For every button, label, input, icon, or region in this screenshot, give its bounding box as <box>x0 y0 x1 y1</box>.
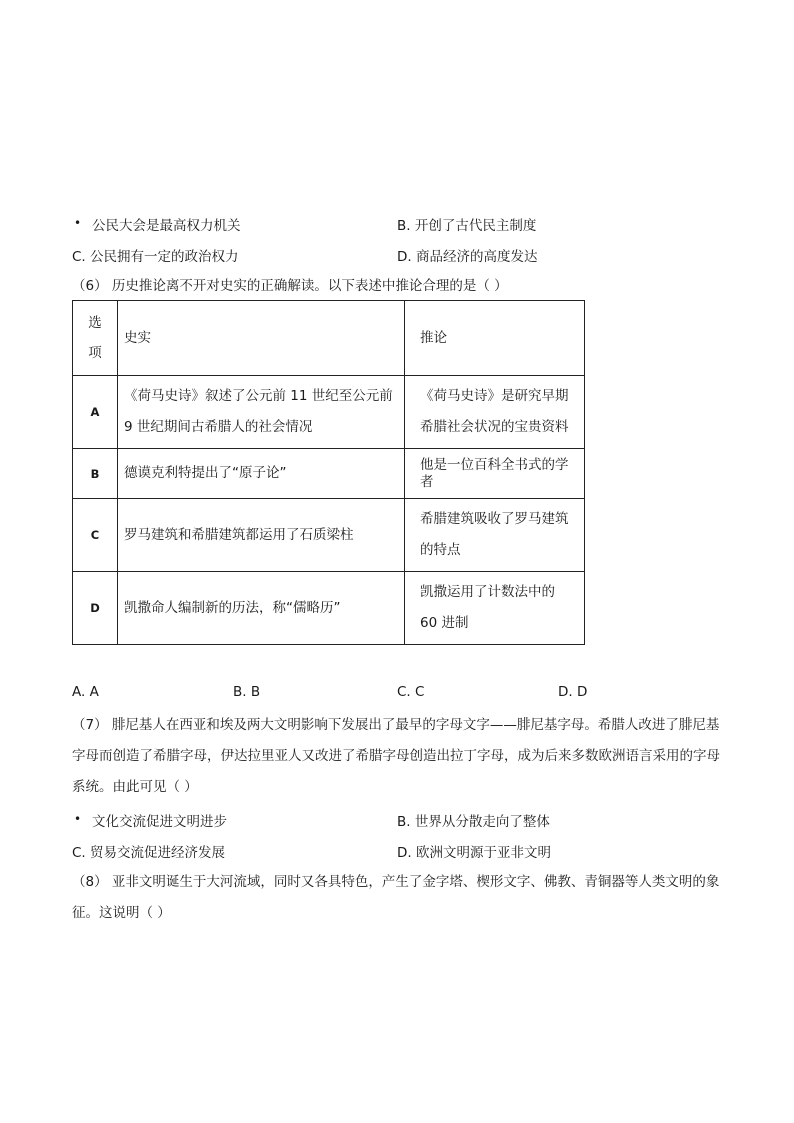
row-option: B <box>73 449 118 499</box>
q6-option-c[interactable]: C. C <box>397 684 425 700</box>
q8-stem: （8） 亚非文明诞生于大河流域，同时又各具特色，产生了金字塔、楔形文字、佛教、青铜器等人类文明的象征。这说明（ ） <box>72 874 720 921</box>
table-row <box>73 449 585 499</box>
history-table <box>72 300 585 645</box>
q5-option-c[interactable]: C. 公民拥有一定的政治权力 <box>72 249 239 265</box>
q6-stem: （6） 历史推论离不开对史实的正确解读。以下表述中推论合理的是（ ） <box>72 278 508 294</box>
q5-option-d[interactable]: D. 商品经济的高度发达 <box>397 249 538 265</box>
q6-option-a[interactable]: A. A <box>72 684 99 700</box>
row-option: C <box>73 499 118 572</box>
row-inference: 凯撒运用了计数法中的 60 进制 <box>405 572 585 645</box>
q5-option-b[interactable]: B. 开创了古代民主制度 <box>397 218 537 234</box>
q7-option-c[interactable]: C. 贸易交流促进经济发展 <box>72 845 226 861</box>
row-fact: 凯撒命人编制新的历法，称“儒略历” <box>118 572 405 645</box>
row-fact: 德谟克利特提出了“原子论” <box>118 449 405 499</box>
header-fact: 史实 <box>118 301 405 376</box>
table-row <box>73 376 585 449</box>
q6-option-d[interactable]: D. D <box>558 684 588 700</box>
row-option: A <box>73 376 118 449</box>
row-inference: 希腊建筑吸收了罗马建筑的特点 <box>405 499 585 572</box>
q7-option-b[interactable]: B. 世界从分散走向了整体 <box>397 814 550 830</box>
row-inference: 他是一位百科全书式的学者 <box>405 449 585 499</box>
table-row <box>73 499 585 572</box>
row-fact: 《荷马史诗》叙述了公元前 11 世纪至公元前 9 世纪期间古希腊人的社会情况 <box>118 376 405 449</box>
q6-option-b[interactable]: B. B <box>233 684 261 700</box>
table-row <box>73 572 585 645</box>
header-inference: 推论 <box>405 301 585 376</box>
q7-option-d[interactable]: D. 欧洲文明源于亚非文明 <box>397 845 551 861</box>
header-option: 选项 <box>73 301 118 376</box>
row-inference: 《荷马史诗》是研究早期希腊社会状况的宝贵资料 <box>405 376 585 449</box>
q5-option-a[interactable]: 公民大会是最高权力机关 <box>92 218 241 234</box>
bullet-mark: • <box>74 216 82 230</box>
bullet-mark: • <box>74 812 82 826</box>
row-option: D <box>73 572 118 645</box>
row-fact: 罗马建筑和希腊建筑都运用了石质梁柱 <box>118 499 405 572</box>
table-header-row <box>73 301 585 376</box>
q7-option-a[interactable]: 文化交流促进文明进步 <box>92 814 227 830</box>
q7-stem: （7） 腓尼基人在西亚和埃及两大文明影响下发展出了最早的字母文字——腓尼基字母。希腊人改进了腓尼基字母而创造了希腊字母，伊达拉里亚人又改进了希腊字母创造出拉丁字母，成为后来多数欧洲语言采用的字母系统。由此可见（ ） <box>72 717 720 795</box>
